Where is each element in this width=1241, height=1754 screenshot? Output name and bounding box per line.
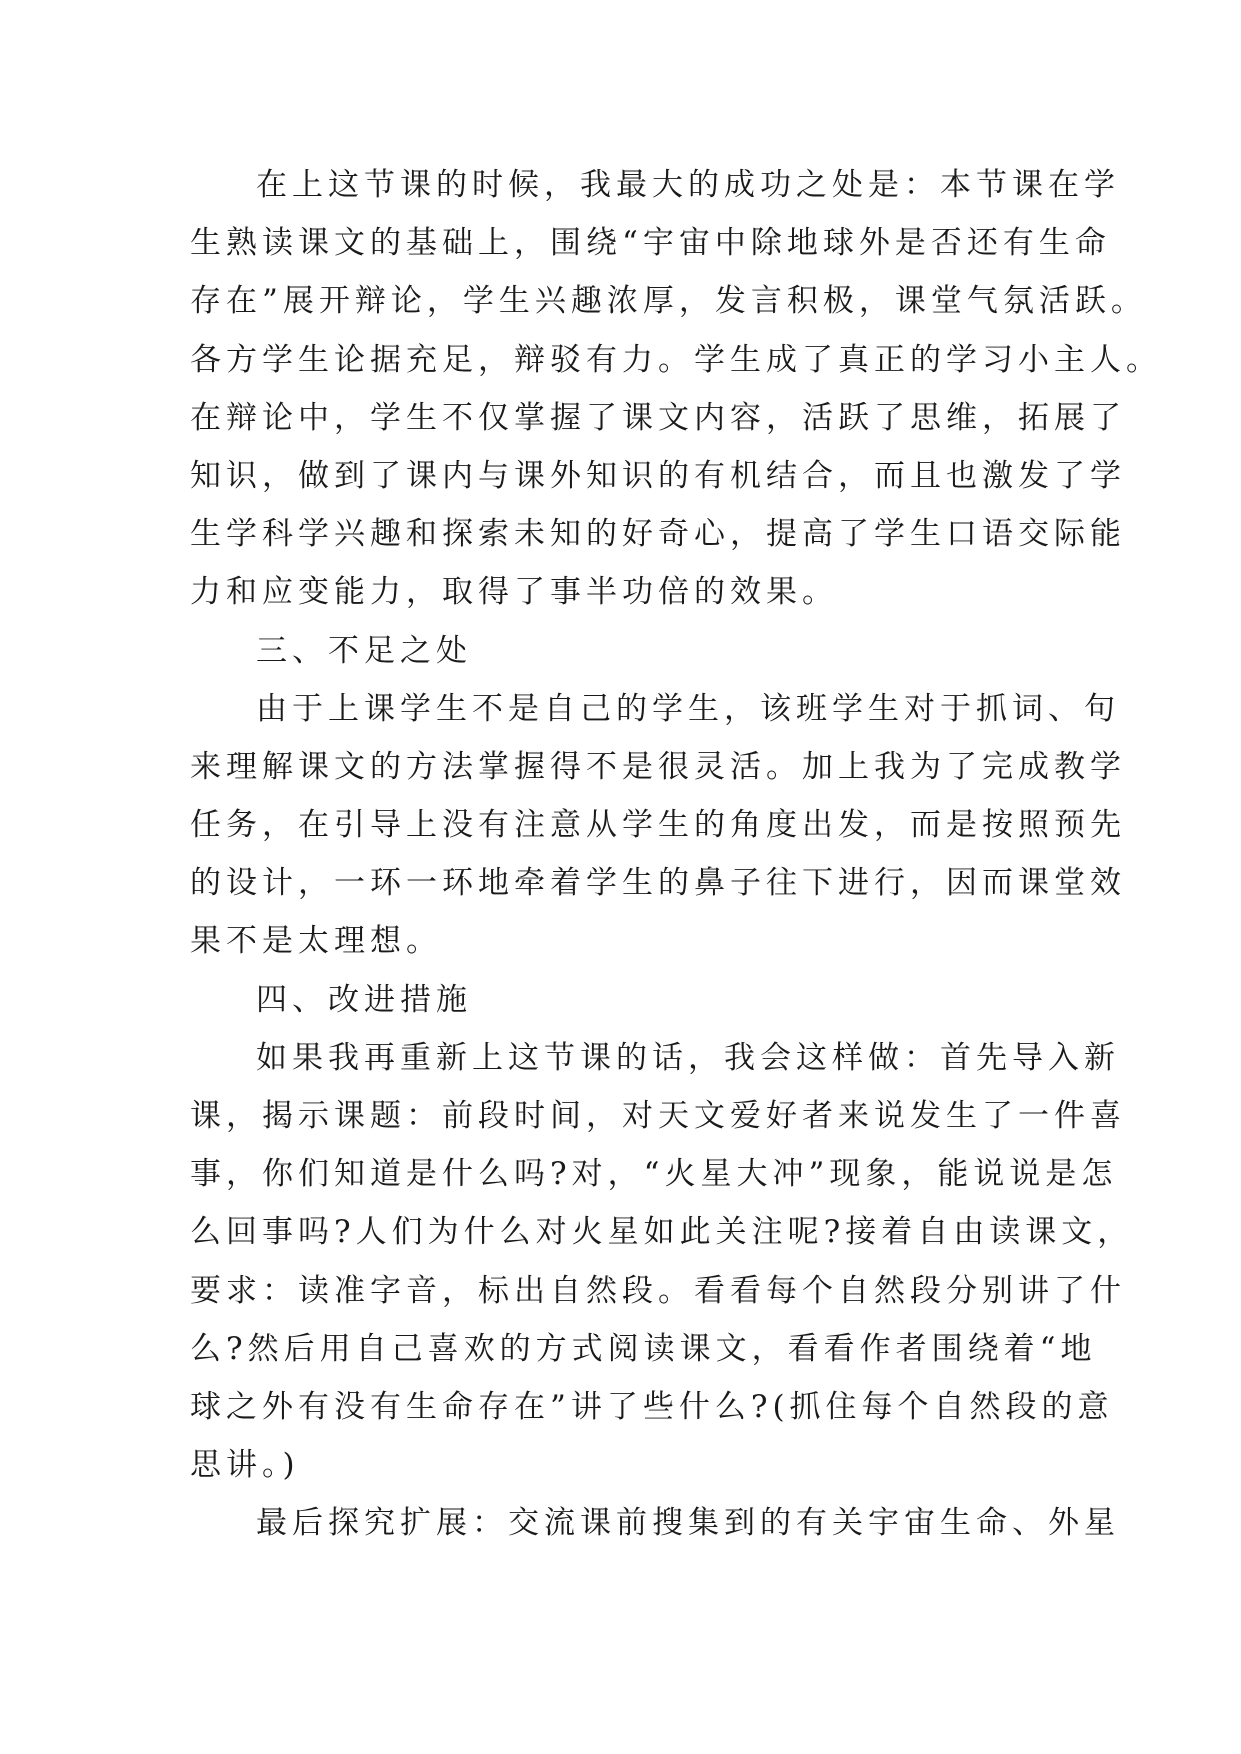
paragraph-first-line: 最后探究扩展：交流课前搜集到的有关宇宙生命、外星 xyxy=(256,1505,1120,1542)
paragraph-first-line: 三、不足之处 xyxy=(256,632,472,669)
text-line: 么回事吗?人们为什么对火星如此关注呢?接着自由读课文， xyxy=(190,1214,1134,1251)
text-line: 课，揭示课题：前段时间，对天文爱好者来说发生了一件喜 xyxy=(190,1098,1126,1134)
paragraph-first-line: 在上这节课的时候，我最大的成功之处是：本节课在学 xyxy=(256,167,1120,203)
text-line: 事，你们知道是什么吗?对，“火星大冲”现象，能说说是怎 xyxy=(190,1156,1118,1193)
text-line: 果不是太理想。 xyxy=(190,923,442,960)
document-body xyxy=(190,156,1162,1553)
text-line: 力和应变能力，取得了事半功倍的效果。 xyxy=(190,574,838,611)
text-line: 球之外有没有生命存在”讲了些什么?(抓住每个自然段的意 xyxy=(190,1388,1114,1425)
text-line: 来理解课文的方法掌握得不是很灵活。加上我为了完成教学 xyxy=(190,748,1126,785)
text-line: 生熟读课文的基础上，围绕“宇宙中除地球外是否还有生命 xyxy=(190,225,1111,262)
paragraph-first-line: 如果我再重新上这节课的话，我会这样做：首先导入新 xyxy=(256,1039,1120,1076)
text-line: 么?然后用自己喜欢的方式阅读课文，看看作者围绕着“地 xyxy=(190,1330,1097,1367)
text-line: 要求：读准字音，标出自然段。看看每个自然段分别讲了什 xyxy=(190,1272,1126,1309)
paragraph-first-line: 由于上课学生不是自己的学生，该班学生对于抓词、句 xyxy=(256,690,1120,727)
text-line: 在辩论中，学生不仅掌握了课文内容，活跃了思维，拓展了 xyxy=(190,399,1126,436)
text-line: 知识，做到了课内与课外知识的有机结合，而且也激发了学 xyxy=(190,457,1126,494)
paragraph-first-line: 四、改进措施 xyxy=(256,981,472,1018)
text-line: 的设计，一环一环地牵着学生的鼻子往下进行，因而课堂效 xyxy=(190,865,1126,902)
text-line: 任务，在引导上没有注意从学生的角度出发，而是按照预先 xyxy=(190,807,1126,844)
text-line: 各方学生论据充足，辩驳有力。学生成了真正的学习小主人。 xyxy=(190,341,1162,378)
text-line: 思讲。) xyxy=(190,1447,300,1484)
text-line: 存在”展开辩论，学生兴趣浓厚，发言积极，课堂气氛活跃。 xyxy=(190,283,1147,320)
text-line: 生学科学兴趣和探索未知的好奇心，提高了学生口语交际能 xyxy=(190,516,1126,553)
